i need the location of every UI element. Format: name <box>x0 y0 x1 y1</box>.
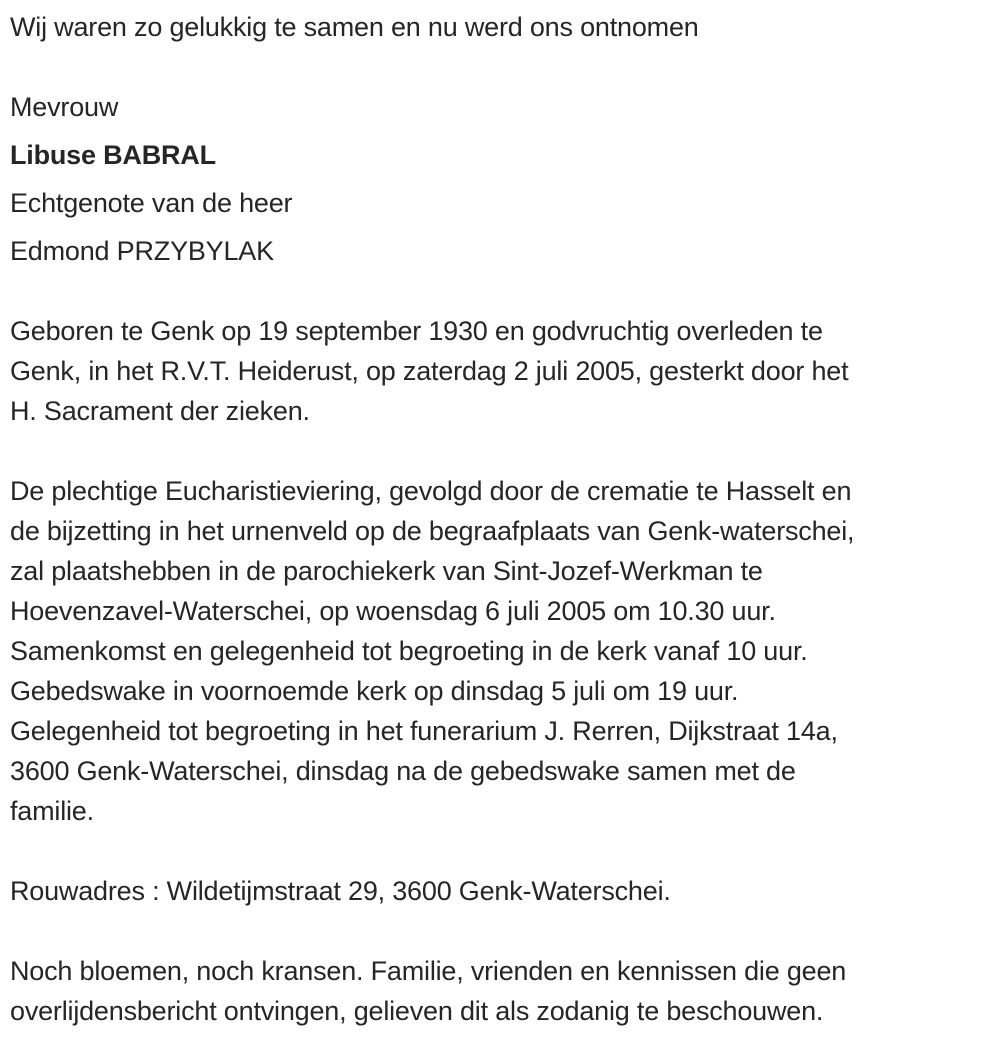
salutation-paragraph <box>10 87 990 127</box>
birth-death-line-1: Geboren te Genk op 19 september 1930 en godvruchtig overleden te <box>10 316 823 346</box>
birth-death-line-3: H. Sacrament der zieken. <box>10 396 310 426</box>
service-paragraph <box>10 471 990 831</box>
section-gap <box>10 839 990 871</box>
deceased-name-paragraph <box>10 135 990 175</box>
service-line-5: Samenkomst en gelegenheid tot begroeting in de kerk vanaf 10 uur. <box>10 636 808 666</box>
notice-line-1: Noch bloemen, noch kransen. Familie, vrienden en kennissen die geen <box>10 956 847 986</box>
section-gap <box>10 439 990 471</box>
relation-text: Echtgenote van de heer <box>10 188 293 218</box>
birth-death-paragraph <box>10 311 990 431</box>
service-line-2: de bijzetting in het urnenveld op de begraafplaats van Genk-waterschei, <box>10 516 855 546</box>
section-gap <box>10 919 990 951</box>
birth-death-line-2: Genk, in het R.V.T. Heiderust, op zaterdag 2 juli 2005, gesterkt door het <box>10 356 849 386</box>
service-line-8: 3600 Genk-Waterschei, dinsdag na de gebedswake samen met de <box>10 756 796 786</box>
spouse-name-paragraph <box>10 231 990 271</box>
service-line-9: familie. <box>10 796 94 826</box>
mourning-address-paragraph <box>10 871 990 911</box>
epigraph-text: Wij waren zo gelukkig te samen en nu werd ons ontnomen <box>10 12 699 42</box>
service-line-1: De plechtige Eucharistieviering, gevolgd door de crematie te Hasselt en <box>10 476 852 506</box>
service-line-6: Gebedswake in voornoemde kerk op dinsdag 5 juli om 19 uur. <box>10 676 739 706</box>
epigraph-paragraph <box>10 7 990 47</box>
notice-line-2: overlijdensbericht ontvingen, gelieven dit als zodanig te beschouwen. <box>10 996 824 1026</box>
section-gap <box>10 279 990 311</box>
service-line-3: zal plaatshebben in de parochiekerk van Sint-Jozef-Werkman te <box>10 556 763 586</box>
service-line-7: Gelegenheid tot begroeting in het funerarium J. Rerren, Dijkstraat 14a, <box>10 716 838 746</box>
relation-paragraph <box>10 183 990 223</box>
section-gap <box>10 55 990 87</box>
salutation-text: Mevrouw <box>10 92 119 122</box>
notice-paragraph <box>10 951 990 1031</box>
service-line-4: Hoevenzavel-Waterschei, op woensdag 6 juli 2005 om 10.30 uur. <box>10 596 776 626</box>
spouse-name-text: Edmond PRZYBYLAK <box>10 236 274 266</box>
deceased-name-text: Libuse BABRAL <box>10 140 216 170</box>
mourning-address-text: Rouwadres : Wildetijmstraat 29, 3600 Genk-Waterschei. <box>10 876 671 906</box>
